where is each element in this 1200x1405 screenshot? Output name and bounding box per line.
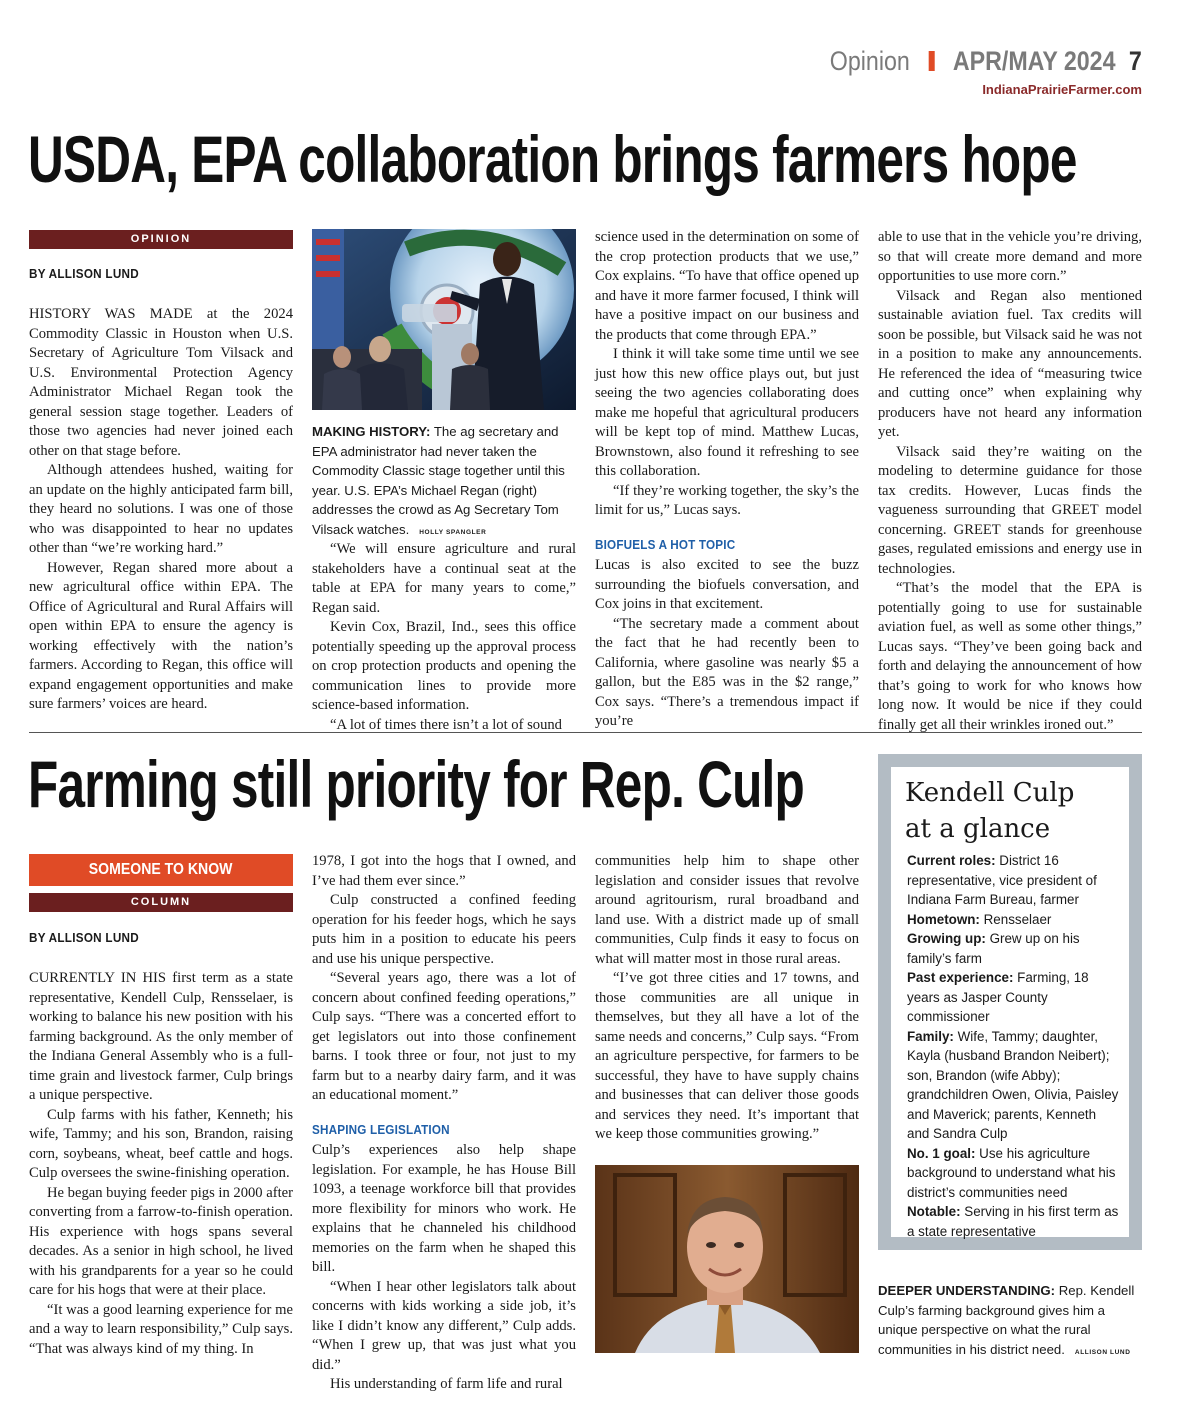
paragraph: 1978, I got into the hogs that I owned, and I’ve had them ever since.” bbox=[312, 853, 576, 889]
section-label: Opinion bbox=[830, 46, 911, 76]
column-label bbox=[29, 893, 293, 912]
sidebar-item-label: Growing up: bbox=[907, 931, 986, 946]
sidebar-item-label: Notable: bbox=[907, 1204, 961, 1219]
photo-credit: HOLLY SPANGLER bbox=[419, 528, 487, 536]
sidebar-item-text: Rensselaer bbox=[979, 911, 1052, 927]
paragraph: science used in the determination on some of the crop protection products that we use,” Cox explains. “To have that office opened up and have it more farmer focused, I think will have a positive impact on our business and the products that come through EPA.” bbox=[595, 229, 859, 343]
someone-to-know-text: SOMEONE TO KNOW bbox=[89, 861, 233, 878]
article-divider bbox=[29, 732, 1142, 733]
article1-byline: BY ALLISON LUND bbox=[29, 266, 140, 281]
article1-col2 bbox=[312, 540, 576, 735]
sidebar-item-label: Current roles: bbox=[907, 853, 996, 868]
paragraph: “It was a good learning experience for me and a way to learn responsibility,” Culp says. “That was always kind of my thing. In bbox=[29, 1301, 293, 1357]
paragraph: “Several years ago, there was a lot of concern about confined feeding operations,” Culp says. “There was a concerted effort to get legislators out into those confinement barns. I took three or four, not just to my farm but to a nearby dairy farm, and it was an educational moment.” bbox=[312, 970, 576, 1103]
sidebar-inner bbox=[891, 767, 1129, 1237]
sidebar-item-text: Farming, 18 years as Jasper County commissioner bbox=[907, 970, 1089, 1024]
paragraph: Culp constructed a confined feeding operation for his feeder hogs, which he says puts him in a position to educate his peers and use his unique perspective. bbox=[312, 892, 576, 967]
someone-to-know-label bbox=[29, 854, 293, 886]
page-header bbox=[820, 44, 1142, 104]
opinion-label bbox=[29, 230, 293, 249]
article1-headline: USDA, EPA collaboration brings farmers hope bbox=[28, 122, 1077, 196]
paragraph: CURRENTLY IN HIS first term as a state representative, Kendell Culp, Rensselaer, is working to balance his new position with his farming background. As the only member of the Indiana General Assembly who is a full-time grain and livestock farmer, Culp brings a unique perspective. bbox=[29, 970, 293, 1103]
paragraph: However, Regan shared more about a new agricultural office within EPA. The Office of Agricultural and Rural Affairs will open within EPA to ensure the agency is working effectively with the nation’s farmers. According to Regan, this office will expand engagement opportunities and make sure farmers’ voices are heard. bbox=[29, 559, 293, 712]
culp-portrait-photo bbox=[595, 1165, 859, 1353]
paragraph: Vilsack and Regan also mentioned sustainable aviation fuel. Tax credits will soon be possible, but Vilsack said he was not in a position to make any announcements. He referenced the idea of “measuring twice and cutting once” when explaining why producers have not heard any information yet. bbox=[878, 287, 1142, 440]
photo-credit: ALLISON LUND bbox=[1074, 1348, 1131, 1356]
issue-date: APR/MAY 2024 bbox=[953, 46, 1116, 76]
page-number: 7 bbox=[1129, 46, 1142, 76]
paragraph: Kevin Cox, Brazil, Ind., sees this office potentially speeding up the approval process on crop protection products and opening the communication lines to provide more science-based information. bbox=[312, 619, 576, 713]
article1-col3 bbox=[595, 228, 859, 732]
sidebar-item-goal bbox=[907, 1144, 1121, 1203]
sidebar-item-label: Family: bbox=[907, 1028, 954, 1044]
portrait-image bbox=[595, 1165, 859, 1353]
article1-col4 bbox=[878, 228, 1142, 735]
sidebar-title bbox=[905, 775, 1121, 847]
paragraph: “We will ensure agriculture and rural stakeholders have a continual seat at the table at EPA for many years to come,” Regan said. bbox=[312, 541, 576, 616]
stage-scene-image bbox=[312, 229, 576, 410]
article2-col3 bbox=[595, 852, 859, 1145]
opinion-label-text: OPINION bbox=[130, 233, 192, 245]
sidebar-item-family bbox=[907, 1027, 1121, 1144]
sidebar-title-line2: at a glance bbox=[905, 814, 1051, 844]
caption-text: Rep. Kendell Culp’s farming background gives him a unique perspective on what the rural communities in his district need. bbox=[878, 1283, 1135, 1357]
sidebar-item-text: District 16 representative, vice president of Indiana Farm Bureau, farmer bbox=[907, 853, 1097, 907]
paragraph: Although attendees hushed, waiting for an update on the highly anticipated farm bill, they heard no solutions. I was one of those who was disappointed to hear no updates other than “we’re working hard.” bbox=[29, 462, 293, 556]
sidebar-item-text: Wife, Tammy; daughter, Kayla (husband Brandon Neibert); son, Brandon (wife Abby); grandchildren Owen, Olivia, Paisley and Maverick; parents, Kenneth and Sandra Culp bbox=[907, 1028, 1119, 1141]
at-a-glance-sidebar bbox=[878, 754, 1142, 1250]
sidebar-item-hometown bbox=[907, 910, 1121, 930]
paragraph: His understanding of farm life and rural bbox=[330, 1376, 563, 1392]
biofuels-subhead: BIOFUELS A HOT TOPIC bbox=[595, 536, 736, 552]
regan-stage-photo bbox=[312, 229, 576, 410]
article2-byline: BY ALLISON LUND bbox=[29, 930, 140, 945]
website-link: IndianaPrairieFarmer.com bbox=[982, 82, 1142, 97]
sidebar-item-text: Use his agriculture background to understand what his district’s communities need bbox=[907, 1145, 1116, 1200]
paragraph: Culp’s experiences also help shape legislation. For example, he has House Bill 1093, a teenage workforce bill that provides more flexibility for minors who work. He explains that he channeled his childhood memories on the farm when he shaped this bill. bbox=[312, 1142, 576, 1275]
article1-col1 bbox=[29, 305, 293, 715]
caption-text: The ag secretary and EPA administrator had never taken the Commodity Classic stage together until this year. U.S. EPA’s Michael Regan (right) addresses the crowd as Ag Secretary Tom Vilsack watches. bbox=[312, 424, 565, 537]
article2-col2 bbox=[312, 852, 576, 1395]
article2-col1 bbox=[29, 969, 293, 1359]
sidebar-title-line1: Kendell Culp bbox=[905, 778, 1075, 808]
paragraph: “I’ve got three cities and 17 towns, and those communities are all unique in themselves, but they all have a lot of the same needs and concerns,” Culp says. “From an agriculture perspective, for farmers to be successful, they have to have supply chains and businesses that can deliver those goods and services they need. It’s important that we keep those communities growing.” bbox=[595, 970, 859, 1142]
caption-lead: MAKING HISTORY: bbox=[312, 424, 431, 439]
sidebar-item-current-roles bbox=[907, 851, 1121, 910]
column-label-text: COLUMN bbox=[130, 896, 192, 908]
sidebar-item-notable bbox=[907, 1202, 1121, 1241]
header-divider bbox=[929, 51, 935, 71]
paragraph: Lucas is also excited to see the buzz surrounding the biofuels conversation, and Cox joins in that excitement. bbox=[595, 557, 859, 612]
paragraph: communities help him to shape other legislation and consider issues that revolve around agritourism, rural broadband and land use. With a district made up of small communities, Culp finds it easy to focus on what will matter most in those rural areas. bbox=[595, 853, 859, 967]
sidebar-item-past-experience bbox=[907, 968, 1121, 1027]
paragraph: Culp farms with his father, Kenneth; his wife, Tammy; and his son, Brandon, raising corn, soybeans, wheat, beef cattle and hogs. Culp oversees the swine-finishing operation. bbox=[29, 1106, 293, 1181]
regan-photo-caption bbox=[312, 422, 576, 542]
culp-photo-caption bbox=[878, 1281, 1142, 1362]
sidebar-item-label: Past experience: bbox=[907, 970, 1014, 985]
paragraph: “When I hear other legislators talk about concerns with kids working a side job, it’s like I didn’t know any different,” Culp adds. “When I grew up, that was just what you did.” bbox=[312, 1278, 576, 1373]
paragraph: Vilsack said they’re waiting on the modeling to determine guidance for those tax credits. However, Lucas finds the vagueness surrounding that GREET model concerning. GREET stands for greenhouse gases, regulated emissions and energy use in technologies. bbox=[878, 443, 1142, 577]
paragraph: “A lot of times there isn’t a lot of sound bbox=[330, 716, 562, 733]
shaping-legislation-subhead: SHAPING LEGISLATION bbox=[312, 1121, 450, 1137]
paragraph: “If they’re working together, the sky’s the limit for us,” Lucas says. bbox=[595, 482, 859, 518]
paragraph: “That’s the model that the EPA is potentially going to use for sustainable aviation fuel, as well as some other things,” Lucas says. “They’ve been going back and forth and delaying the announcement of how that’s going to work for who knows how long now. It would be nice if they could finally get all their wrinkles ironed out.” bbox=[878, 580, 1142, 733]
caption-lead: DEEPER UNDERSTANDING: bbox=[878, 1283, 1056, 1298]
article2-headline: Farming still priority for Rep. Culp bbox=[28, 747, 805, 821]
sidebar-item-label: Hometown: bbox=[907, 911, 980, 927]
paragraph: I think it will take some time until we see just how this new office plays out, but just seeing the two agencies collaborating does make me hopeful that agricultural producers will be kept top of mind. Matthew Lucas, Brownstown, also found it refreshing to see this collaboration. bbox=[595, 346, 859, 479]
sidebar-item-text: Grew up on his family’s farm bbox=[907, 931, 1080, 966]
sidebar-item-label: No. 1 goal: bbox=[907, 1145, 976, 1161]
paragraph: “The secretary made a comment about the fact that he had recently been to California, where gasoline was nearly $5 a gallon, but the E85 was in the $2 range,” Cox says. “There’s a tremendous impact if you’re bbox=[595, 615, 859, 729]
paragraph: HISTORY WAS MADE at the 2024 Commodity Classic in Houston when U.S. Secretary of Agriculture Tom Vilsack and U.S. Environmental Protection Agency Administrator Michael Regan took the general session stage together. Leaders of those two agencies had never joined each other on that stage before. bbox=[29, 306, 293, 459]
sidebar-item-text: Serving in his first term as a state representative bbox=[907, 1204, 1119, 1239]
sidebar-item-growing-up bbox=[907, 929, 1121, 968]
paragraph: He began buying feeder pigs in 2000 after converting from a farrow-to-finish operation. His experience with hogs spans several decades. As a senior in high school, he lived with his grandparents for a year so he could care for his hogs that were at their place. bbox=[29, 1184, 293, 1298]
paragraph: able to use that in the vehicle you’re driving, so that will create more demand and more opportunities to use more corn.” bbox=[878, 229, 1142, 284]
